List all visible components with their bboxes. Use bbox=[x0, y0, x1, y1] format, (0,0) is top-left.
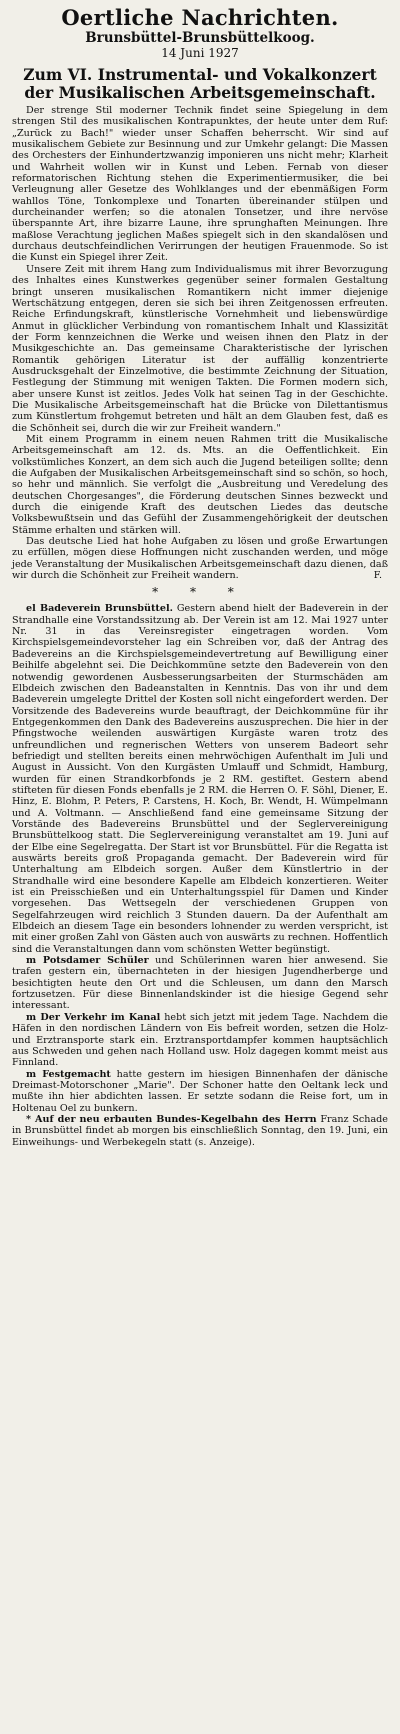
headline-line-1: Zum VI. Instrumental- und Vokalkonzert bbox=[23, 65, 377, 84]
article-paragraph-4-text: Das deutsche Lied hat hohe Aufgaben zu lösen und große Erwartungen zu erfüllen, mögen diese Hoffnungen nicht zuschanden werden, und möge jede Veranstaltung der Musikalischen Arbeitsgemeinschaft dazu dienen, daß wir durch die Schönheit zur Freiheit wandern. bbox=[12, 536, 388, 582]
news-item-text: hebt sich jetzt mit jedem Tage. Nachdem die Häfen in den nordischen Ländern von Eis befreit worden, setzen die Holz- und Erztransporte stark ein. Erztransportdampfer kommen hauptsächlich aus Schweden und gehen nach Holland usw. Holz dagegen kommt meist aus Finnland. bbox=[12, 1011, 388, 1069]
news-item-text: und Schülerinnen waren hier anwesend. Sie trafen gestern ein, übernachteten in der hiesigen Jugendherberge und besichtigten heute den Ort und die Schleusen, um dann den Marsch fortzusetzen. Für diese Binnenlandskinder ist die hiesige Gegend sehr interessant. bbox=[12, 955, 388, 1012]
article-paragraph-4-wrap bbox=[12, 536, 388, 581]
section-subhead: Brunsbüttel-Brunsbüttelkoog. bbox=[85, 30, 315, 46]
article-paragraph-3: Mit einem Programm in einem neuen Rahmen tritt die Musikalische Arbeitsgemeinschaft am 12. ds. Mts. an die Oeffentlichkeit. Ein volkstümliches Konzert, an dem sich auch die Jugend beteiligen sollte; denn die Aufgaben der Musikalischen Arbeitsgemeinschaft sind so schön, so hoch, so hehr und männlich. Sie verfolgt die „Ausbreitung und Veredelung des deutschen Chorgesanges", die Förderung deutschen Sinnes bezweckt und durch die einigende Kraft des deutschen Liedes das deutsche Volksbewußtsein und das Gefühl der Zusammengehörigkeit der deutschen Stämme erhalten und stärken will. bbox=[12, 433, 388, 536]
news-item bbox=[12, 603, 388, 955]
article-signature: F. bbox=[373, 570, 382, 582]
article-body bbox=[12, 105, 388, 581]
news-item-text: hatte gestern im hiesigen Binnenhafen der dänische Dreimast-Motorschoner „Marie". Der Schoner hatte den Oeltank leck und mußte ihn hier abdichten lassen. Er setzte sodann die Reise fort, um in Holtenau Oel zu bunkern. bbox=[12, 1068, 388, 1114]
article-paragraph-2: Unsere Zeit mit ihrem Hang zum Individualismus mit ihrer Bevorzugung des Inhaltes eines Kunstwerkes gegenüber seiner formalen Gestaltung bringt unseren musikalischen Romantikern nicht immer diejenige Wertschätzung entgegen, deren sie sich bei ihren Zeitgenossen erfreuten. Reiche Erfindungskraft, künstlerische Vornehmheit und liebenswürdige Anmut in glücklicher Verbindung von romantischem Inhalt und Klassizität der Form kennzeichnen die Werke und weisen ihnen den Platz in der Musikgeschichte an. Das gemeinsame Charakteristische der lyrischen Romantik gehörigen Literatur ist der auffällig konzentrierte Ausdrucksgehalt der Einzelmotive, die bestimmte Zeichnung der Situation, Festlegung der Stimmung mit wenigen Takten. Die Formen modern sich, aber unsere Kunst ist zeitlos. Jedes Volk hat seinen Tag in der Geschichte. Die Musikalische Arbeitsgemeinschaft hat die Brücke von Dilettantismus zum Künstlertum frohgemut betreten und hält an dem Glauben fest, daß es die Schönheit sei, durch die wir zur Freiheit wandern." bbox=[12, 263, 388, 434]
news-item-lead: el Badeverein Brunsbüttel. bbox=[26, 603, 173, 615]
news-item bbox=[12, 1114, 388, 1148]
news-item-lead: m Der Verkehr im Kanal bbox=[26, 1011, 161, 1023]
local-news bbox=[12, 603, 388, 1148]
news-item bbox=[12, 1069, 388, 1114]
section-masthead: Oertliche Nachrichten. bbox=[61, 5, 339, 30]
article-headline bbox=[12, 66, 388, 102]
news-item-text: Franz Schade in Brunsbüttel findet ab morgen bis einschließlich Sonntag, den 19. Juni, ein Einweihungs- und Werbekegeln statt (s. Anzeige). bbox=[12, 1113, 388, 1148]
issue-date: 14 Juni 1927 bbox=[161, 46, 239, 60]
article-paragraph-1: Der strenge Stil moderner Technik findet seine Spiegelung in dem strengen Stil des musikalischen Kontrapunktes, der heute unter dem Ruf: „Zurück zu Bach!" wieder unser Schaffen beherrscht. Wir sind auf musikalischem Gebiete zur Besinnung und zur Umkehr gelangt: Die Massen des Orchesters der Einhundertzwanzig imponieren uns nicht mehr; Klarheit und Wahrheit wollen wir in Kunst und Leben. Fernab von dieser reformatorischen Richtung stehen die Experimentiermusiker, die bei Verleugnung aller Gesetze des Wohlklanges und der ebenmäßigen Form wahllos Töne, Tonkomplexe und Tonarten übereinander stülpen und durcheinander werfen; so die atonalen Tonsetzer, und ihre nervöse überspannte Art, ihre bizarre Laune, ihre sprunghaften Meinungen. Ihre maßlose Verachtung jeglichen Maßes spiegelt sich in den skandalösen und durchaus deutschfeindlichen Verirrungen der heutigen Frauenmode. So ist die Kunst ein Spiegel ihrer Zeit. bbox=[12, 105, 388, 264]
news-item bbox=[12, 1012, 388, 1069]
section-separator-stars: * * * bbox=[152, 585, 248, 600]
news-item-lead: m Festgemacht bbox=[26, 1068, 111, 1080]
news-item-lead: m Potsdamer Schüler bbox=[26, 955, 149, 967]
article-paragraph-4 bbox=[12, 536, 388, 581]
headline-line-2: der Musikalischen Arbeitsgemeinschaft. bbox=[24, 83, 376, 102]
news-item-lead: * Auf der neu erbauten Bundes-Kegelbahn des Herrn bbox=[26, 1113, 317, 1125]
news-item-text: Gestern abend hielt der Badeverein in der Strandhalle eine Vorstandssitzung ab. Der Verein ist am 12. Mai 1927 unter Nr. 31 in das Vereinsregister eingetragen worden. Vom Kirchspielsgemeindevorsteher lag ein Schreiben vor, daß der Antrag des Badevereins an die Kirchspielsgemeindevertretung auf Bewilligung einer Beihilfe abgelehnt sei. Die Deichkommüne setzte den Badeverein von den notwendig gewordenen Ausbesserungsarbeiten der Sturmschäden am Elbdeich zwischen den Badeanstalten in Kenntnis. Das von ihr und dem Badeverein umgelegte Drittel der Kosten soll nicht eingefordert werden. Der Vorsitzende des Badevereins wurde beauftragt, der Deichkommüne für ihr Entgegenkommen den Dank des Badevereins auszusprechen. Die hier in der Pfingstwoche weilenden auswärtigen Kurgäste waren trotz des unfreundlichen und regnerischen Wetters von unserem Badeort sehr befriedigt und stellten bereits einen mehrwöchigen Aufenthalt im Juli und August in Aussicht. Von den Kurgästen Umlauff und Schmidt, Hamburg, wurden für einen Strandkorbfonds je 2 RM. gestiftet. Gestern abend stifteten für diesen Fonds ebenfalls je 2 RM. die Herren O. F. Söhl, Diener, E. Hinz, E. Blohm, P. Peters, P. Carstens, H. Koch, Br. Wendt, H. Wümpelmann und A. Voltmann. — Anschließend fand eine gemeinsame Sitzung der Vorstände des Badevereins Brunsbüttel und der Seglervereinigung Brunsbüttelkoog statt. Die Seglervereinigung veranstaltet am 19. Juni auf der Elbe eine Segelregatta. Der Start ist vor Brunsbüttel. Für die Regatta ist auswärts bereits groß Propaganda gemacht. Der Badeverein wird für Unterhaltung am Elbdeich sorgen. Außer dem Künstlertrio in der Strandhalle wird eine besondere Kapelle am Elbdeich konzertieren. Weiter ist ein Preisschießen und ein Unterhaltungsspiel für Damen und Kinder vorgesehen. Das Wettsegeln der verschiedenen Gruppen von Segelfahrzeugen wird reichlich 3 Stunden dauern. Da der Aufenthalt am Elbdeich an diesem Tage ein besonders lohnender zu werden verspricht, ist mit einer großen Zahl von Gästen auch von auswärts zu rechnen. Hoffentlich sind die Veranstaltungen dann vom schönsten Wetter begünstigt. bbox=[12, 603, 388, 955]
news-item bbox=[12, 955, 388, 1012]
